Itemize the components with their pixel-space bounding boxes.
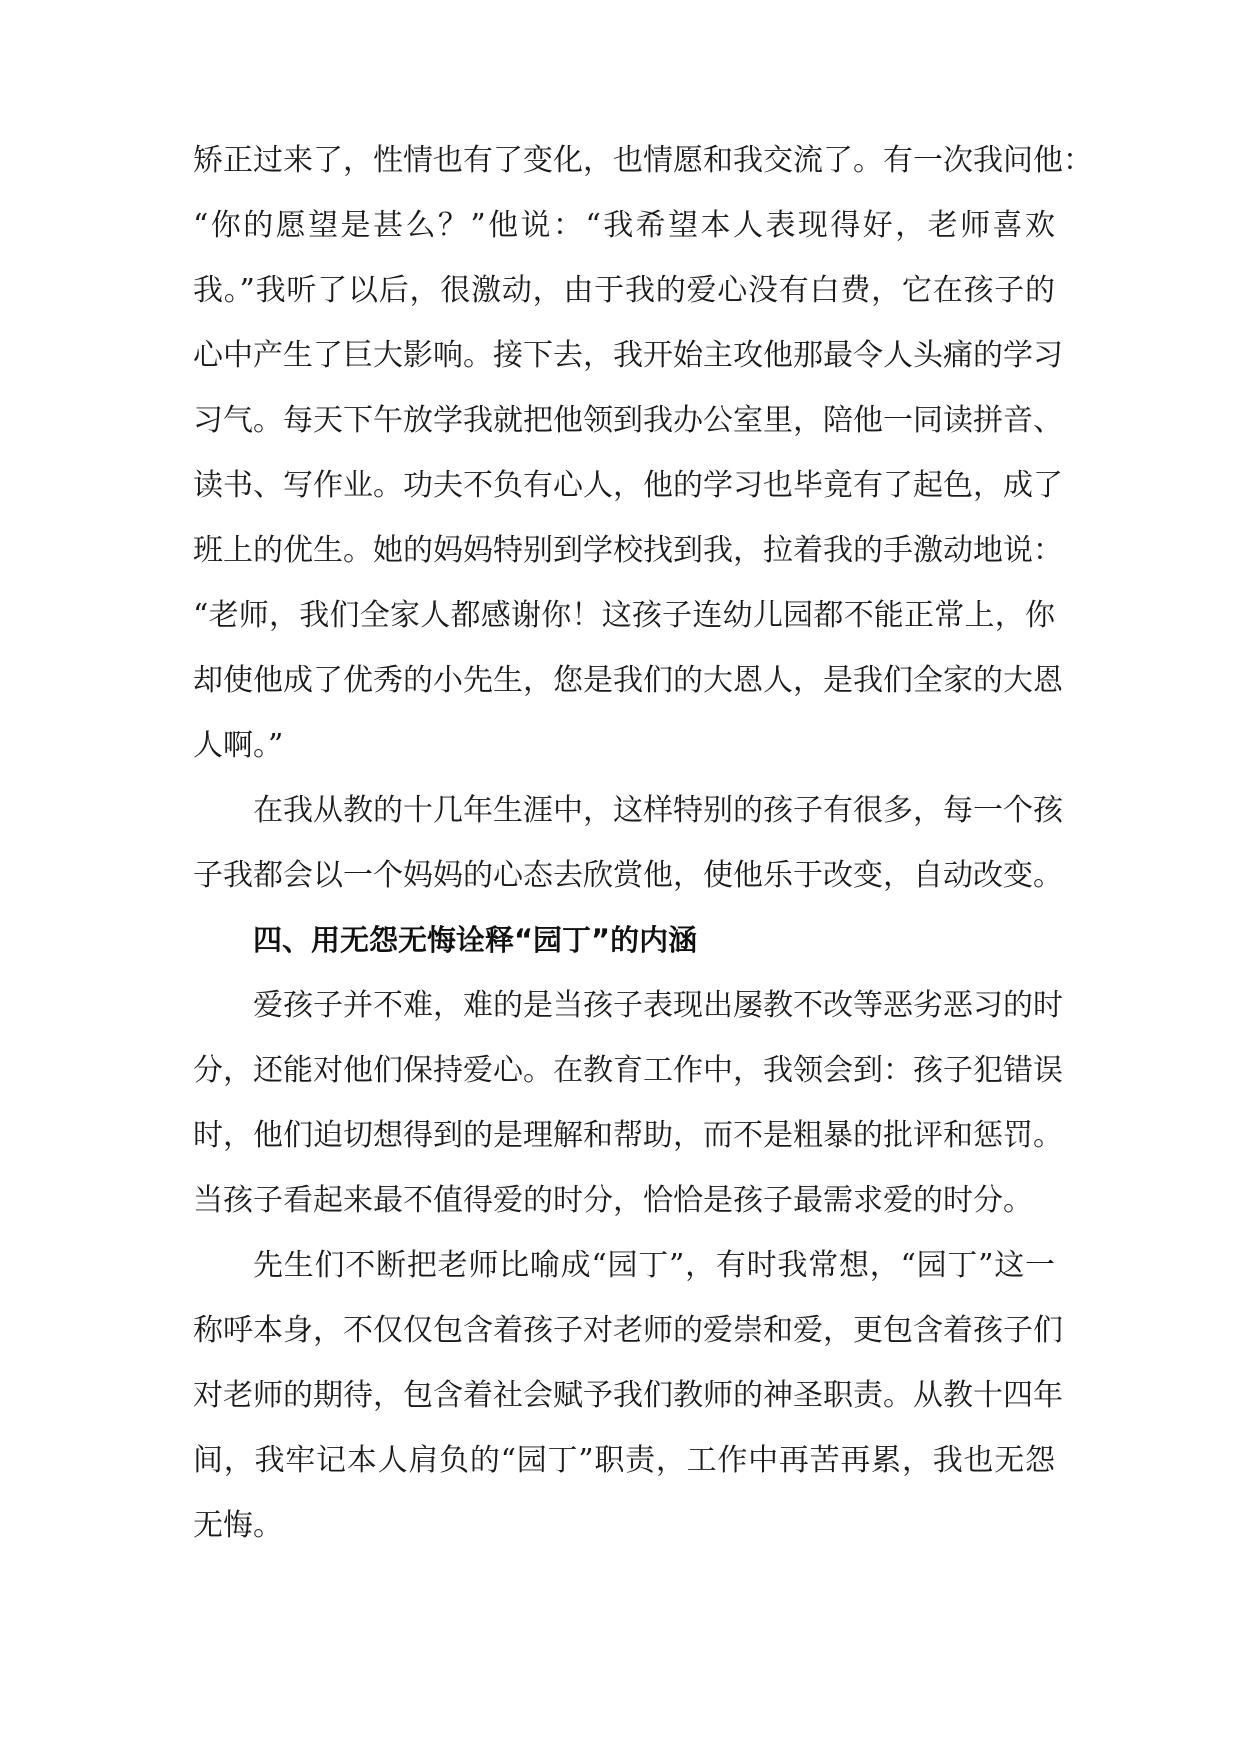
text-line: 在我从教的十几年生涯中，这样特别的孩子有很多，每一个孩 [253,793,1063,828]
text-line: 读书、写作业。功夫不负有心人，他的学习也毕竟有了起色，成了 [193,468,1063,503]
text-line: 我。”我听了以后，很激动，由于我的爱心没有白费，它在孩子的 [193,273,1055,308]
text-line: 子我都会以一个妈妈的心态去欣赏他，使他乐于改变，自动改变。 [193,858,1063,893]
text-line: 却使他成了优秀的小先生，您是我们的大恩人，是我们全家的大恩 [193,663,1063,698]
text-line: 心中产生了巨大影响。接下去，我开始主攻他那最令人头痛的学习 [193,338,1063,373]
text-line: 班上的优生。她的妈妈特别到学校找到我，拉着我的手激动地说： [193,533,1063,568]
text-line: 爱孩子并不难，难的是当孩子表现出屡教不改等恶劣恶习的时 [253,988,1063,1023]
text-line: 当孩子看起来最不值得爱的时分，恰恰是孩子最需求爱的时分。 [193,1183,1033,1218]
section-heading [193,908,1055,973]
text-line: 习气。每天下午放学我就把他领到我办公室里，陪他一同读拼音、 [193,403,1063,438]
text-line: 对老师的期待，包含着社会赋予我们教师的神圣职责。从教十四年 [193,1378,1063,1413]
text-line: 矫正过来了，性情也有了变化，也情愿和我交流了。有一次我问他： [193,143,1093,178]
paragraph-story-continuation [193,128,1093,778]
text-line: 间，我牢记本人肩负的“园丁”职责，工作中再苦再累，我也无怨 [193,1443,1055,1478]
paragraph-special-children [193,778,1063,908]
text-line: 先生们不断把老师比喻成“园丁”，有时我常想，“园丁”这一 [253,1248,1055,1283]
text-line: 分，还能对他们保持爱心。在教育工作中，我领会到：孩子犯错误 [193,1053,1063,1088]
paragraph-loving-children [193,973,1063,1233]
text-line: “老师，我们全家人都感谢你！这孩子连幼儿园都不能正常上，你 [193,598,1055,633]
text-line: 人啊。” [193,728,284,763]
text-line: 无悔。 [193,1508,283,1543]
section-heading-text: 四、用无怨无悔诠释“园丁”的内涵 [253,923,698,957]
text-line: 称呼本身，不仅仅包含着孩子对老师的爱崇和爱，更包含着孩子们 [193,1313,1063,1348]
text-line: “你的愿望是甚么？”他说：“我希望本人表现得好，老师喜欢 [193,208,1055,243]
paragraph-gardener [193,1233,1063,1558]
text-line: 时，他们迫切想得到的是理解和帮助，而不是粗暴的批评和惩罚。 [193,1118,1063,1153]
